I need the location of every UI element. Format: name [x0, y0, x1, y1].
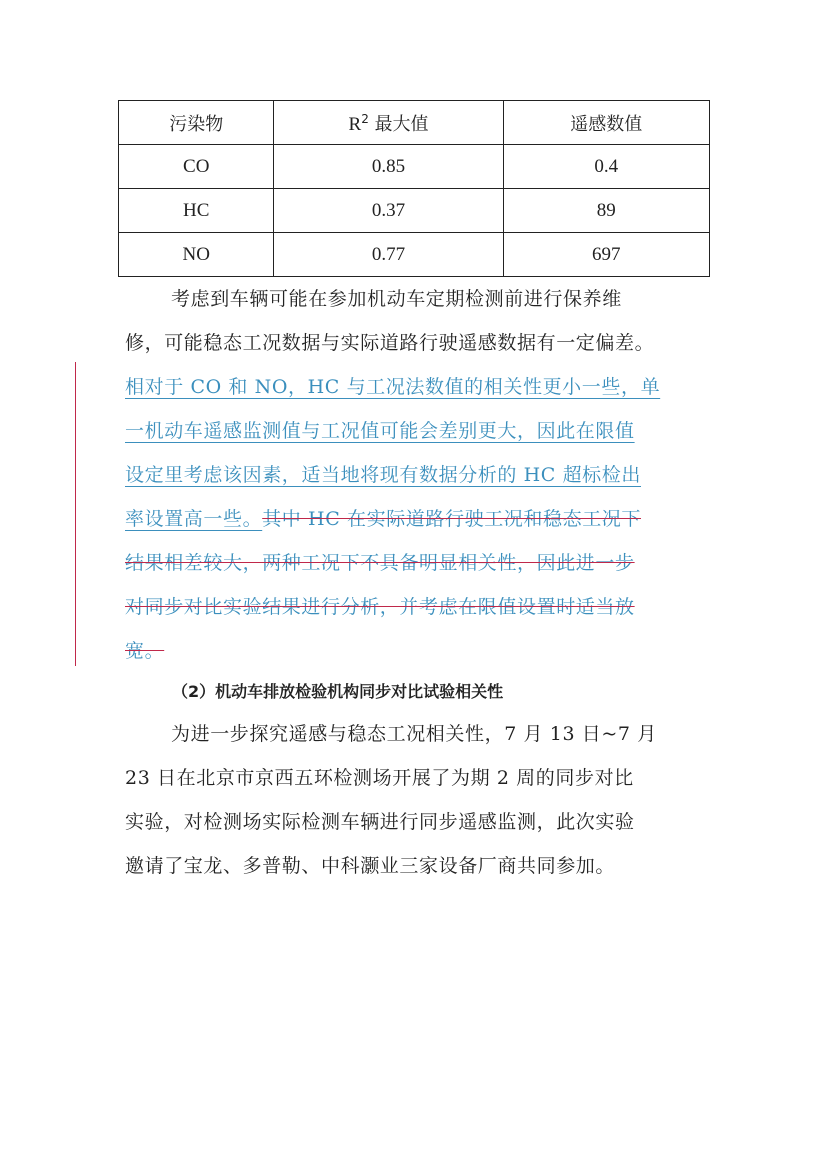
text-line: 实验，对检测场实际检测车辆进行同步遥感监测，此次实验 — [125, 811, 635, 833]
inserted-text: 设定里考虑该因素，适当地将现有数据分析的 HC 超标检出 — [125, 464, 641, 486]
cell-remote: 697 — [503, 233, 709, 277]
paragraph-maintenance — [125, 277, 725, 365]
text-line: 邀请了宝龙、多普勒、中科灏业三家设备厂商共同参加。 — [125, 855, 616, 877]
table-row — [119, 233, 710, 277]
header-r-letter: R — [348, 113, 362, 135]
cell-pollutant: CO — [119, 145, 274, 189]
deleted-text: 宽。 — [125, 640, 165, 662]
header-r-sup: 2 — [361, 111, 369, 126]
revision-line — [125, 409, 725, 453]
inserted-text: 率设置高一些。 — [125, 508, 263, 530]
deleted-text: 结果相差较大，两种工况下不具备明显相关性，因此进一步 — [125, 552, 635, 574]
revision-line — [125, 497, 725, 541]
inserted-text: 一机动车遥感监测值与工况值可能会差别更大，因此在限值 — [125, 420, 635, 442]
cell-remote: 0.4 — [503, 145, 709, 189]
deleted-text: 其中 HC 在实际道路行驶工况和稳态工况下 — [262, 508, 641, 530]
section-heading: （2）机动车排放检验机构同步对比试验相关性 — [172, 682, 504, 701]
cell-remote: 89 — [503, 189, 709, 233]
header-max-label: 最大值 — [374, 113, 429, 135]
tracked-revision-block — [125, 365, 725, 673]
cell-r2: 0.37 — [274, 189, 503, 233]
cell-r2: 0.77 — [274, 233, 503, 277]
paragraph-comparison — [125, 712, 725, 888]
table-header-row — [119, 101, 710, 145]
inserted-text: 相对于 CO 和 NO，HC 与工况法数值的相关性更小一些，单 — [125, 376, 661, 398]
table-row — [119, 189, 710, 233]
header-remote-value: 遥感数值 — [503, 101, 709, 145]
text-line: 为进一步探究遥感与稳态工况相关性，7 月 13 日~7 月 — [171, 723, 657, 745]
revision-line — [125, 541, 725, 585]
table-row — [119, 145, 710, 189]
header-pollutant: 污染物 — [119, 101, 274, 145]
header-r2-max — [274, 101, 503, 145]
pollutant-table — [118, 100, 710, 277]
cell-pollutant: HC — [119, 189, 274, 233]
cell-pollutant: NO — [119, 233, 274, 277]
revision-line — [125, 453, 725, 497]
revision-line — [125, 365, 725, 409]
revision-line — [125, 585, 725, 629]
cell-r2: 0.85 — [274, 145, 503, 189]
revision-change-bar — [75, 362, 76, 666]
text-line: 修，可能稳态工况数据与实际道路行驶遥感数据有一定偏差。 — [125, 332, 655, 354]
text-line: 考虑到车辆可能在参加机动车定期检测前进行保养维 — [171, 288, 622, 310]
deleted-text: 对同步对比实验结果进行分析，并考虑在限值设置时适当放 — [125, 596, 635, 618]
revision-line — [125, 629, 725, 673]
text-line: 23 日在北京市京西五环检测场开展了为期 2 周的同步对比 — [125, 767, 634, 789]
